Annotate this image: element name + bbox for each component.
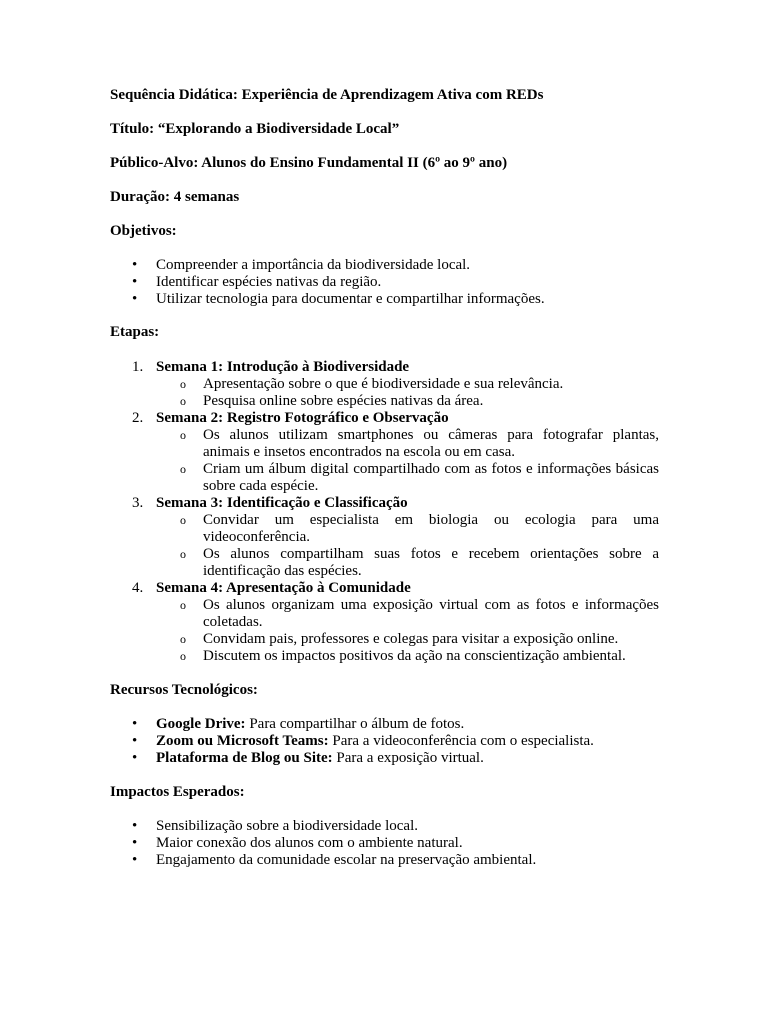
step-item [110,580,659,665]
impactos-list [110,818,659,869]
list-item: • Compreender a importância da biodiversidade local. [110,257,659,274]
sub-item: o Discutem os impactos positivos da ação na conscientização ambiental. [110,648,659,665]
step-title: Semana 2: Registro Fotográfico e Observação [156,410,449,426]
publico-alvo-line: Público-Alvo: Alunos do Ensino Fundamental II (6º ao 9º ano) [110,155,508,171]
sub-item: o Apresentação sobre o que é biodiversidade e sua relevância. [110,376,659,393]
list-item: • Maior conexão dos alunos com o ambiente natural. [110,835,659,852]
step-number: 1. [132,359,144,375]
step-item [110,495,659,580]
impactos-heading: Impactos Esperados: [110,784,245,800]
step-title: Semana 1: Introdução à Biodiversidade [156,359,410,375]
resource-text: Para a videoconferência com o especialista. [328,733,594,749]
sub-item: o Os alunos utilizam smartphones ou câmeras para fotografar plantas, animais e insetos encontrados na escola ou em casa. [110,427,659,461]
list-item [110,716,659,733]
sub-item: o Pesquisa online sobre espécies nativas da área. [110,393,659,410]
step-number: 2. [132,410,144,426]
step-sublist [156,427,659,495]
resource-label: Plataforma de Blog ou Site: [156,750,333,766]
list-item: • Utilizar tecnologia para documentar e compartilhar informações. [110,291,659,308]
sub-item: o Convidar um especialista em biologia ou ecologia para uma videoconferência. [110,512,659,546]
objetivos-heading: Objetivos: [110,223,177,239]
sub-item: o Convidam pais, professores e colegas para visitar a exposição online. [110,631,659,648]
sub-item: o Os alunos compartilham suas fotos e recebem orientações sobre a identificação das espécies. [110,546,659,580]
step-number: 3. [132,495,144,511]
resource-label: Zoom ou Microsoft Teams: [156,733,329,749]
list-item: • Sensibilização sobre a biodiversidade local. [110,818,659,835]
step-title: Semana 4: Apresentação à Comunidade [156,580,411,596]
recursos-list [110,716,659,767]
list-item [110,750,659,767]
step-sublist [156,512,659,580]
list-item: • Engajamento da comunidade escolar na preservação ambiental. [110,852,659,869]
step-item [110,410,659,495]
etapas-heading: Etapas: [110,324,160,340]
objetivos-list [110,257,659,308]
etapas-list [110,359,659,665]
titulo-line: Título: “Explorando a Biodiversidade Local” [110,121,400,137]
list-item [110,733,659,750]
recursos-heading: Recursos Tecnológicos: [110,682,258,698]
resource-text: Para a exposição virtual. [332,750,484,766]
resource-label: Google Drive: [156,716,246,732]
step-title: Semana 3: Identificação e Classificação [156,495,408,511]
list-item: • Identificar espécies nativas da região. [110,274,659,291]
sub-item: o Criam um álbum digital compartilhado com as fotos e informações básicas sobre cada espécie. [110,461,659,495]
step-item [110,359,659,410]
sub-item: o Os alunos organizam uma exposição virtual com as fotos e informações coletadas. [110,597,659,631]
step-sublist [156,376,659,410]
document-title: Sequência Didática: Experiência de Aprendizagem Ativa com REDs [110,87,544,103]
resource-text: Para compartilhar o álbum de fotos. [245,716,465,732]
duracao-line: Duração: 4 semanas [110,189,240,205]
step-number: 4. [132,580,144,596]
step-sublist [156,597,659,665]
